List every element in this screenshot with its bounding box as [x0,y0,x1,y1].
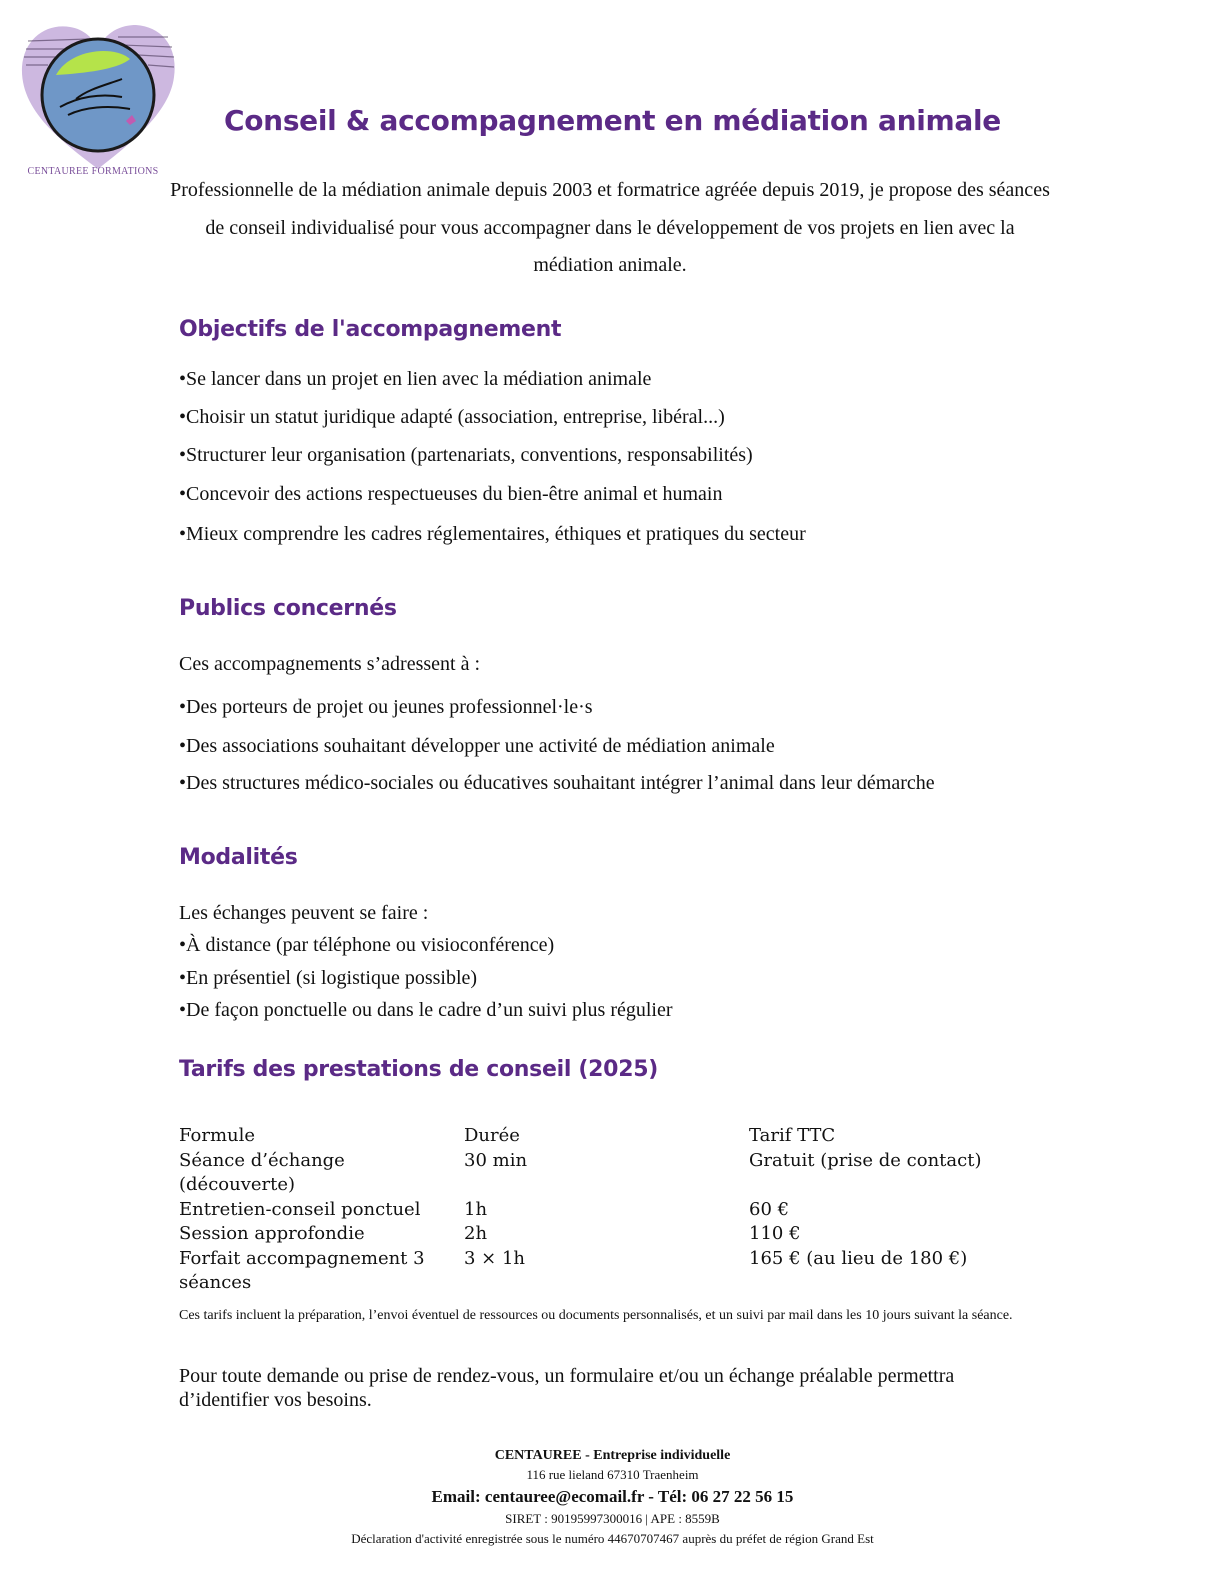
footer-company: CENTAUREE - Entreprise individuelle [494,1448,731,1463]
modalite-item: •En présentiel (si logistique possible) [179,967,478,989]
public-item: •Des porteurs de projet ou jeunes professionnel·le·s [179,696,593,718]
duree-cell: 1h [464,1198,488,1220]
duree-cell: 2h [464,1223,488,1244]
footer-contact: Email: centauree@ecomail.fr - Tél: 06 27 22 56 15 [431,1487,794,1506]
public-item: •Des structures médico-sociales ou éducatives souhaitant intégrer l’animal dans leur démarche [179,772,935,794]
tarif-cell: 165 € (au lieu de 180 €) [749,1247,968,1269]
modalites-lead: Les échanges peuvent se faire : [179,902,429,924]
footer-siret: SIRET : 90195997300016 | APE : 8559B [505,1511,720,1526]
modalites-heading: Modalités [179,845,298,870]
tarif-cell: Gratuit (prise de contact) [749,1149,982,1171]
formule-cell: Forfait accompagnement 3 séances [179,1247,425,1293]
objectif-item: •Concevoir des actions respectueuses du bien-être animal et humain [179,483,723,505]
centauree-logo [18,18,178,180]
objectifs-heading: Objectifs de l'accompagnement [179,317,562,342]
tarifs-table [179,1124,1019,1296]
closing-paragraph: Pour toute demande ou prise de rendez-vous, un formulaire et/ou un échange préalable permettra d’identifier vos besoins. [179,1365,955,1411]
tarifs-note: Ces tarifs incluent la préparation, l’envoi éventuel de ressources ou documents personnalisés, et un suivi par mail dans les 10 jours suivant la séance. [179,1308,1013,1323]
table-row [179,1149,1019,1198]
tarif-cell: 60 € [749,1198,790,1220]
page-title: Conseil & accompagnement en médiation animale [224,104,1001,137]
intro-paragraph: Professionnelle de la médiation animale depuis 2003 et formatrice agréée depuis 2019, je propose des séances de conseil individualisé pour vous accompagner dans le développement de vos projets en lien avec la médiation animale. [170,179,1050,276]
table-row [179,1247,1019,1296]
publics-lead: Ces accompagnements s’adressent à : [179,653,481,675]
footer-declaration: Déclaration d'activité enregistrée sous le numéro 44670707467 auprès du préfet de région Grand Est [351,1531,874,1546]
publics-heading: Publics concernés [179,596,397,621]
table-header-row [179,1124,1019,1149]
tarifs-heading: Tarifs des prestations de conseil (2025) [179,1057,658,1082]
objectif-item: •Choisir un statut juridique adapté (association, entreprise, libéral...) [179,406,725,428]
duree-cell: 30 min [464,1149,528,1171]
tarif-cell: 110 € [749,1223,801,1244]
objectif-item: •Se lancer dans un projet en lien avec la médiation animale [179,368,652,390]
objectif-item: •Structurer leur organisation (partenariats, conventions, responsabilités) [179,444,753,466]
modalite-item: •De façon ponctuelle ou dans le cadre d’un suivi plus régulier [179,999,673,1021]
objectif-item: •Mieux comprendre les cadres réglementaires, éthiques et pratiques du secteur [179,523,806,545]
column-header: Tarif TTC [749,1125,836,1146]
footer [0,1446,1225,1549]
column-header: Formule [179,1125,256,1146]
table-row [179,1222,1019,1247]
formule-cell: Entretien-conseil ponctuel [179,1198,421,1220]
column-header: Durée [464,1125,520,1146]
duree-cell: 3 × 1h [464,1247,526,1269]
formule-cell: Séance d’échange (découverte) [179,1149,345,1195]
public-item: •Des associations souhaitant développer une activité de médiation animale [179,735,775,757]
formule-cell: Session approfondie [179,1223,365,1244]
logo-caption: CENTAUREE FORMATIONS [27,166,159,177]
table-row [179,1198,1019,1223]
footer-address: 116 rue lieland 67310 Traenheim [526,1467,699,1482]
modalite-item: •À distance (par téléphone ou visioconférence) [179,934,555,956]
